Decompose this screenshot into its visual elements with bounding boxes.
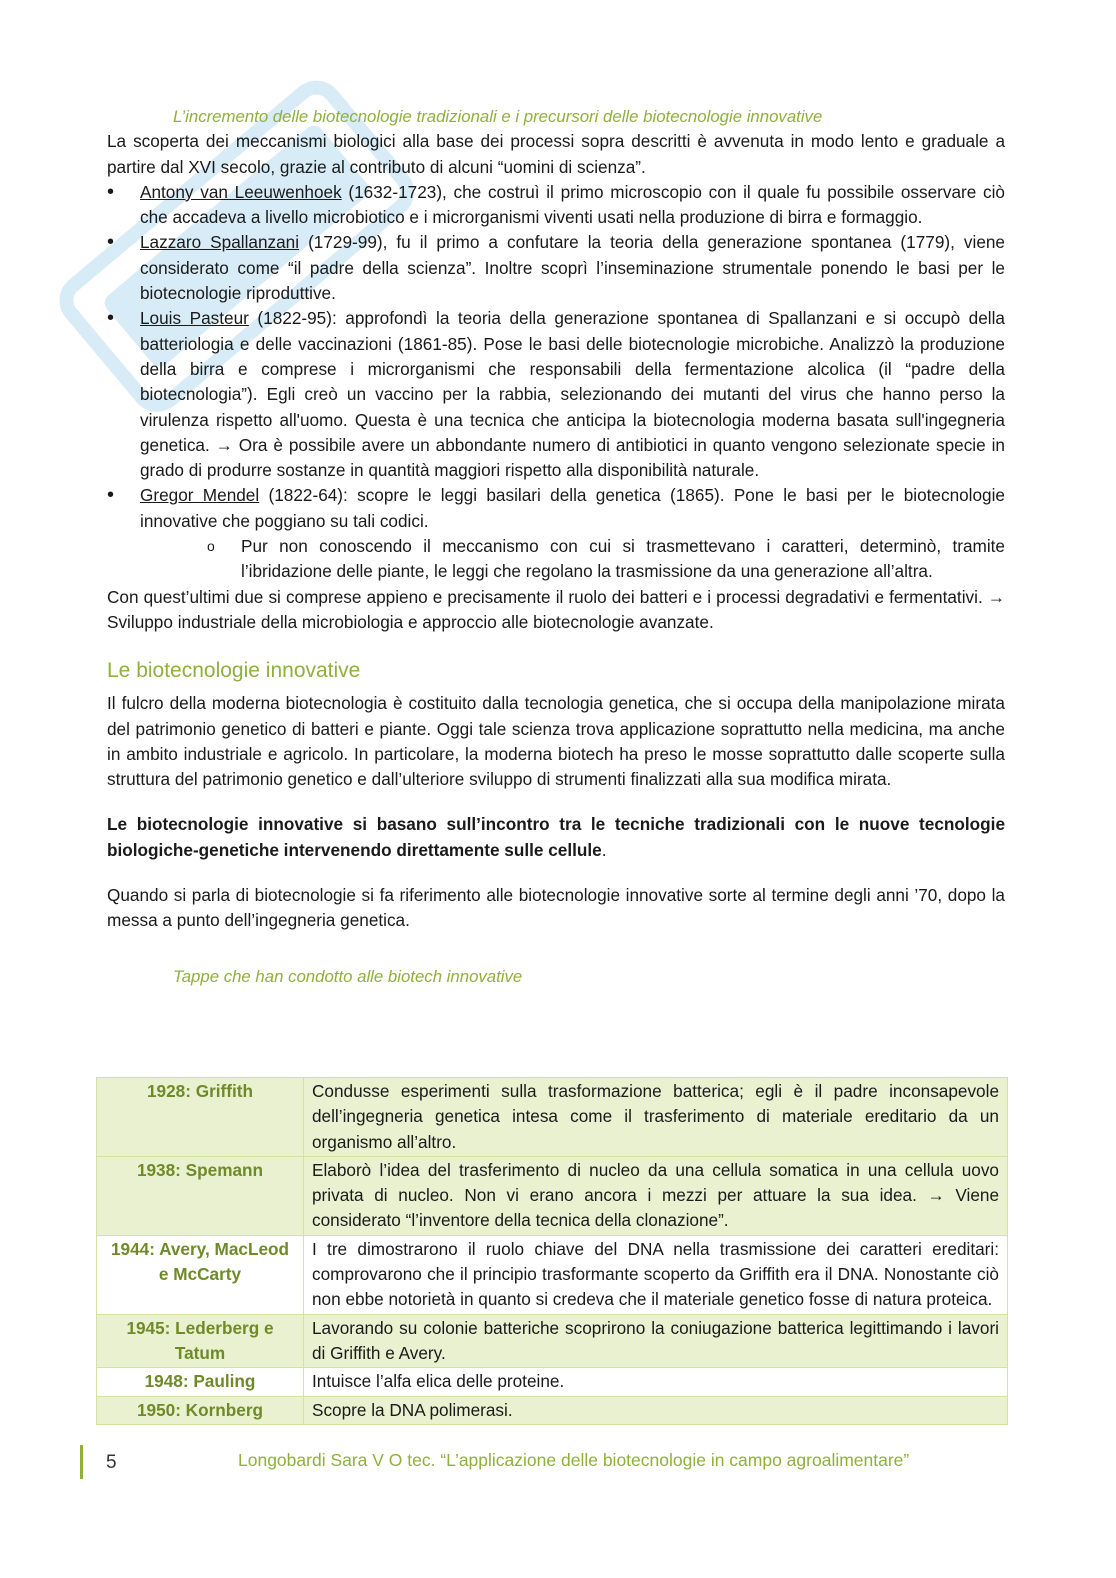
section-paragraph-1: Il fulcro della moderna biotecnologia è costituito dalla tecnologia genetica, che si occupa della manipolazione mirata del patrimonio genetico di batteri e piante. Oggi tale scienza trova applicazione soprattutto nella medicina, ma anche in ambito industriale e agricolo. In particolare, la moderna biotech ha preso le mosse soprattutto dalle scoperte sulla struttura del patrimonio genetico e dall’ulteriore sviluppo di strumenti finalizzati alla sua modifica mirata. — [107, 693, 1005, 790]
table-row — [97, 1235, 1008, 1314]
closing-paragraph: Con quest’ultimi due si comprese appieno e precisamente il ruolo dei batteri e i processi degradativi e fermentativi. → Sviluppo industriale della microbiologia e approccio alle biotecnologie avanzate. — [107, 586, 1005, 632]
footer-text: Longobardi Sara V O tec. “L’applicazione delle biotecnologie in campo agroalimentare” — [238, 1450, 910, 1470]
table-row — [97, 1156, 1008, 1235]
page-number: 5 — [106, 1452, 117, 1473]
footer-accent-bar — [80, 1445, 83, 1479]
timeline-year: 1944: Avery, MacLeod e McCarty — [97, 1235, 304, 1314]
bold-statement: Le biotecnologie innovative si basano sull’incontro tra le tecniche tradizionali con le nuove tecnologie biologiche-genetiche intervenendo direttamente sulle cellule — [107, 814, 1005, 860]
timeline-year: 1950: Kornberg — [97, 1396, 304, 1424]
sub-item-text: Pur non conoscendo il meccanismo con cui si trasmettevano i caratteri, determinò, tramite l’ibridazione delle piante, le leggi che regolano la trasmissione da una generazione all’altra. — [241, 536, 1005, 582]
timeline-description: I tre dimostrarono il ruolo chiave del DNA nella trasmissione dei caratteri ereditari: comprovarono che il principio trasformante scoperto da Griffith era il DNA. Nonostante ciò non ebbe notorietà in quanto si credeva che il materiale genetico fosse di natura proteica. — [304, 1235, 1008, 1314]
table-row — [97, 1314, 1008, 1368]
section-paragraph-2: Quando si parla di biotecnologie si fa riferimento alle biotecnologie innovative sorte al termine degli anni ’70, dopo la messa a punto dell’ingegneria genetica. — [107, 885, 1005, 931]
mendel-sub-item — [107, 534, 1005, 585]
section-title: Le biotecnologie innovative — [107, 659, 361, 683]
scientists-list — [107, 180, 1005, 534]
intro-paragraph: La scoperta dei meccanismi biologici alla base dei processi sopra descritti è avvenuta in modo lento e graduale a partire dal XVI secolo, grazie al contributo di alcuni “uomini di scienza”. — [107, 131, 1005, 177]
list-item — [107, 483, 1005, 534]
timeline-description: Intuisce l’alfa elica delle proteine. — [304, 1368, 1008, 1396]
scientist-name: Lazzaro Spallanzani — [140, 232, 300, 253]
bold-statement-paragraph — [107, 812, 1005, 863]
timeline-year: 1945: Lederberg e Tatum — [97, 1314, 304, 1368]
intro-subheading: L’incremento delle biotecnologie tradizionali e i precursori delle biotecnologie innovative — [173, 107, 823, 126]
scientist-name: Antony van Leeuwenhoek — [140, 181, 342, 202]
page-content — [107, 104, 1005, 1009]
scientist-name: Louis Pasteur — [140, 308, 249, 329]
timeline-table — [96, 1077, 1008, 1425]
scientist-text: (1822-95): approfondì la teoria della generazione spontanea di Spallanzani e si occupò della batteriologia e delle vaccinazioni (1861-85). Pose le basi delle biotecnologie microbiche. Analizzò la produzione della birra e comprese i microrganismi che responsabili della fermentazione alcolica (il “padre della biotecnologia”). Egli creò un vaccino per la rabbia, selezionando dei mutanti del virus che hanno perso la virulenza rispetto all'uomo. Questa è una tecnica che anticipa la biotecnologia moderna basata sull'ingegneria genetica. → Ora è possibile avere un abbondante numero di antibiotici in quanto vengono selezionate specie in grado di produrre sostanze in quantità maggiori rispetto alla disponibilità naturale. — [140, 308, 1005, 481]
list-item — [107, 306, 1005, 483]
scientist-name: Gregor Mendel — [140, 485, 260, 506]
sub-bullet-marker: o — [207, 538, 215, 555]
scientist-text: (1632-1723), che costruì il primo microscopio con il quale fu possibile osservare ciò che accadeva a livello microbiotico e i microrganismi viventi usati nella produzione di birra e formaggio. — [140, 181, 1005, 228]
scientist-text: (1822-64): scopre le leggi basilari della genetica (1865). Pone le basi per le biotecnologie innovative che poggiano su tali codici. — [140, 485, 1005, 531]
timeline-description: Elaborò l’idea del trasferimento di nucleo da una cellula somatica in una cellula uovo privata di nucleo. Non vi erano ancora i mezzi per attuare la sua idea. → Viene considerato “l’inventore della tecnica della clonazione”. — [304, 1156, 1008, 1235]
scientist-text: (1729-99), fu il primo a confutare la teoria della generazione spontanea (1779), viene considerato come “il padre della scienza”. Inoltre scoprì l’inseminazione strumentale ponendo le basi per le biotecnologie riproduttive. — [140, 232, 1005, 304]
timeline-description: Lavorando su colonie batteriche scoprirono la coniugazione batterica legittimando i lavori di Griffith e Avery. — [304, 1314, 1008, 1368]
timeline-title: Tappe che han condotto alle biotech innovative — [173, 966, 523, 986]
timeline-year: 1928: Griffith — [97, 1078, 304, 1157]
table-row — [97, 1368, 1008, 1396]
list-item — [107, 230, 1005, 306]
timeline-description: Condusse esperimenti sulla trasformazione batterica; egli è il padre inconsapevole dell’ingegneria genetica intesa come il trasferimento di materiale ereditario da un organismo all’altro. — [304, 1078, 1008, 1157]
bold-statement-tail: . — [601, 839, 607, 860]
timeline-year: 1948: Pauling — [97, 1368, 304, 1396]
list-item — [107, 180, 1005, 231]
table-row — [97, 1396, 1008, 1424]
table-row — [97, 1078, 1008, 1157]
timeline-year: 1938: Spemann — [97, 1156, 304, 1235]
timeline-description: Scopre la DNA polimerasi. — [304, 1396, 1008, 1424]
